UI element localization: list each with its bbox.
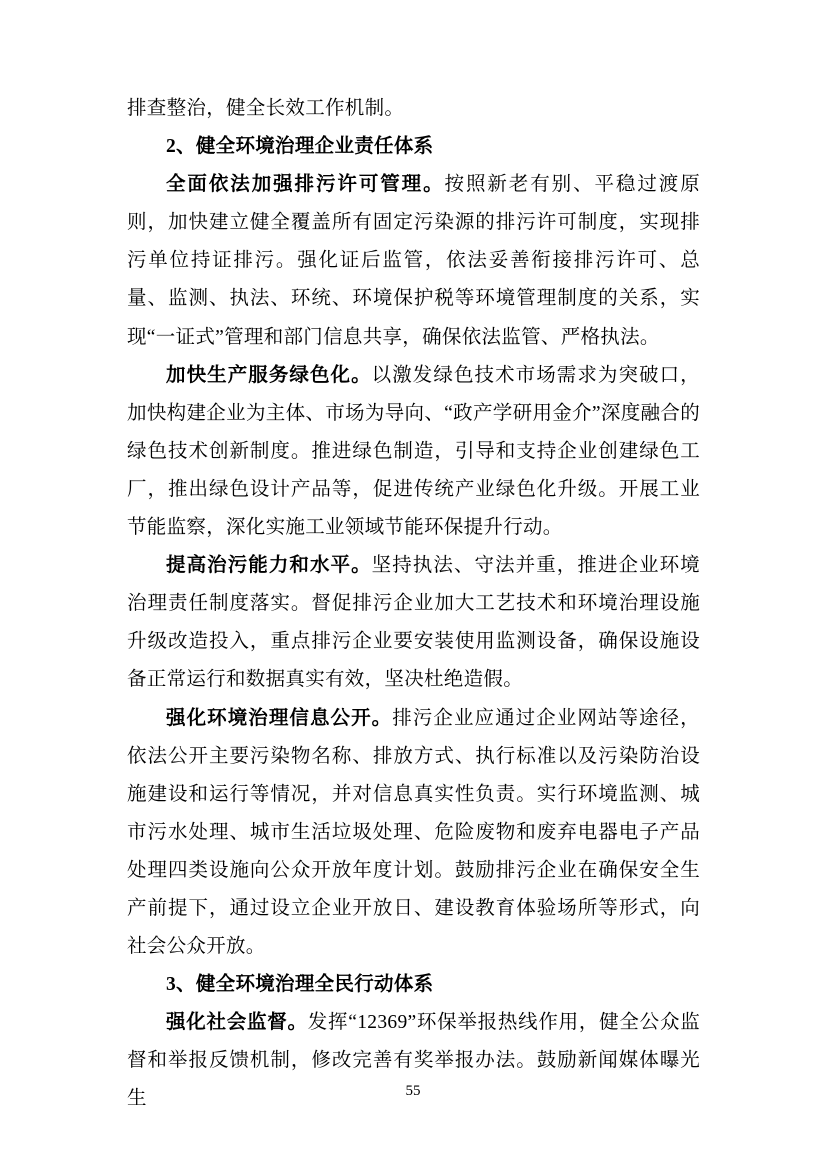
paragraph-lead: 强化社会监督。 bbox=[166, 1012, 308, 1034]
section-heading-text: 3、健全环境治理全民行动体系 bbox=[166, 974, 434, 996]
paragraph-text: 发挥“12369”环保举报热线作用，健全公众监督和举报反馈机制，修改完善有奖举报办法。鼓励新闻媒体曝光生 bbox=[127, 1012, 700, 1110]
paragraph-continuation bbox=[127, 90, 700, 128]
paragraph-lead: 提高治污能力和水平。 bbox=[166, 555, 372, 577]
paragraph-information-disclosure bbox=[127, 700, 700, 967]
paragraph-pollution-control-capacity bbox=[127, 547, 700, 699]
paragraph-lead: 强化环境治理信息公开。 bbox=[166, 707, 393, 729]
paragraph-text: 按照新老有别、平稳过渡原则，加快建立健全覆盖所有固定污染源的排污许可制度，实现排污单位持证排污。强化证后监管，依法妥善衔接排污许可、总量、监测、执法、环统、环境保护税等环境管理制度的关系，实现“一证式”管理和部门信息共享，确保依法监管、严格执法。 bbox=[127, 174, 700, 348]
paragraph-text: 排查整治，健全长效工作机制。 bbox=[127, 98, 405, 119]
paragraph-text: 坚持执法、守法并重，推进企业环境治理责任制度落实。督促排污企业加大工艺技术和环境治理设施升级改造投入，重点排污企业要安装使用监测设备，确保设施设备正常运行和数据真实有效，坚决杜绝造假。 bbox=[127, 555, 700, 691]
section-heading-3 bbox=[127, 966, 700, 1004]
paragraph-green-production bbox=[127, 357, 700, 547]
paragraph-text: 排污企业应通过企业网站等途径，依法公开主要污染物名称、排放方式、执行标准以及污染防治设施建设和运行等情况，并对信息真实性负责。实行环境监测、城市污水处理、城市生活垃圾处理、危险废物和废弃电器电子产品处理四类设施向公众开放年度计划。鼓励排污企业在确保安全生产前提下，通过设立企业开放日、建设教育体验场所等形式，向社会公众开放。 bbox=[127, 707, 700, 958]
page-number: 55 bbox=[405, 1083, 421, 1099]
paragraph-text: 以激发绿色技术市场需求为突破口，加快构建企业为主体、市场为导向、“政产学研用金介”深度融合的绿色技术创新制度。推进绿色制造，引导和支持企业创建绿色工厂，推出绿色设计产品等，促进传统产业绿色化升级。开展工业节能监察，深化实施工业领域节能环保提升行动。 bbox=[127, 364, 700, 539]
paragraph-lead: 全面依法加强排污许可管理。 bbox=[166, 174, 445, 196]
section-heading-2 bbox=[127, 128, 700, 166]
section-heading-text: 2、健全环境治理企业责任体系 bbox=[166, 136, 434, 158]
paragraph-permit-management bbox=[127, 166, 700, 356]
paragraph-lead: 加快生产服务绿色化。 bbox=[166, 364, 372, 386]
paragraph-social-supervision bbox=[127, 1004, 700, 1118]
document-content bbox=[127, 90, 700, 1119]
